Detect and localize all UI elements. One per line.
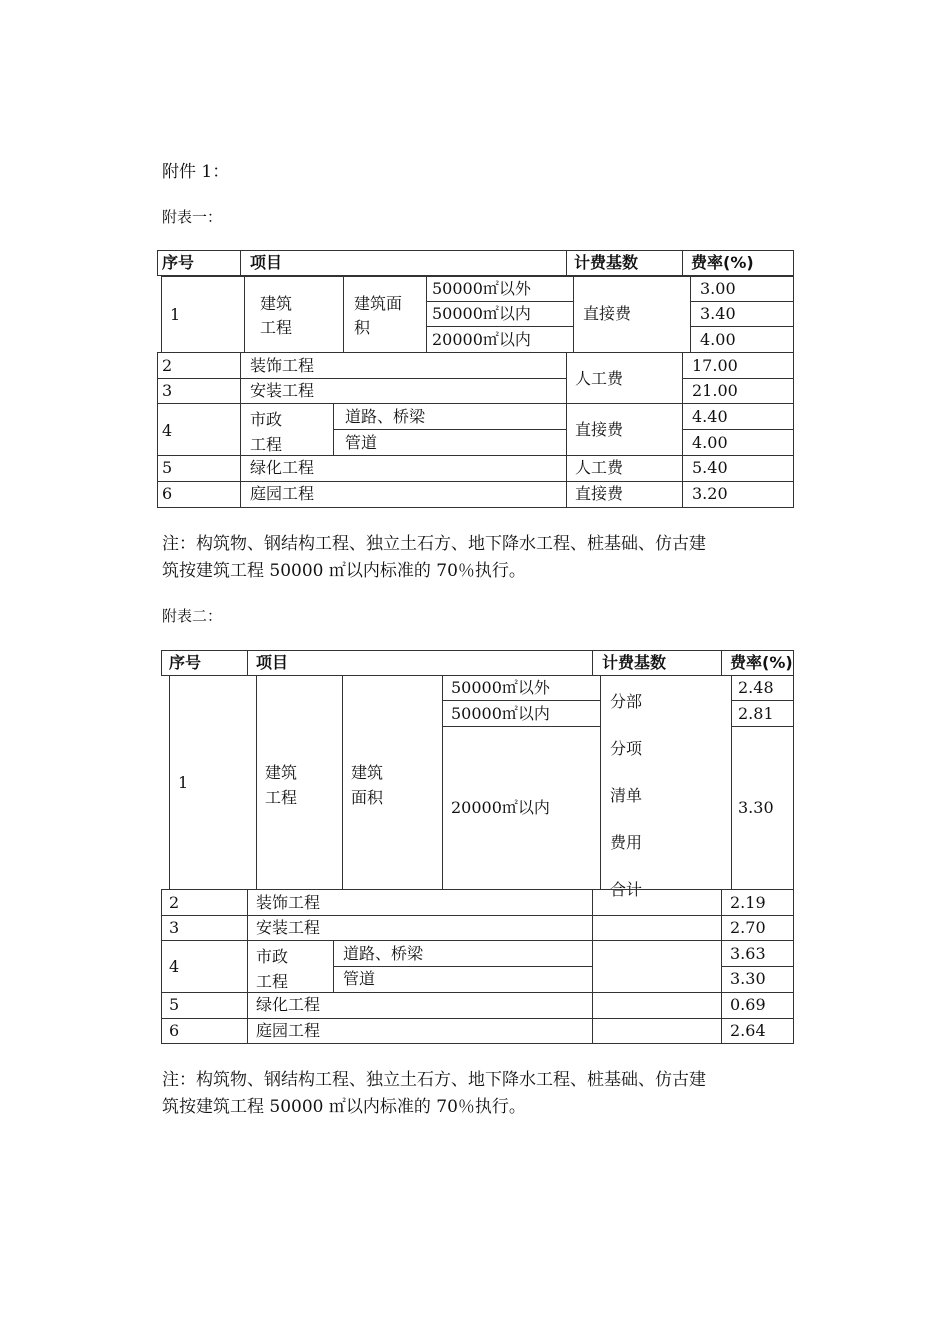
t1-area-3: 20000㎡以内: [432, 330, 531, 349]
t2-r3-no: 3: [169, 918, 180, 937]
t1-r2-item: 装饰工程: [250, 356, 315, 375]
t1-r1-sub: 建筑面 积: [354, 294, 403, 337]
t2-r6-item: 庭园工程: [256, 1021, 321, 1040]
t2-area-3: 20000㎡以内: [451, 798, 550, 817]
t2-r4-sub-1: 道路、桥梁: [343, 944, 424, 963]
t2-header-no: 序号: [169, 653, 202, 672]
t2-r1-item: 建筑 工程: [265, 763, 298, 807]
t1-r1-rate-1: 3.00: [700, 279, 736, 298]
t1-r4-item: 市政 工程: [250, 410, 283, 454]
t1-r4-sub-2: 管道: [345, 433, 378, 452]
t1-r6-item: 庭园工程: [250, 484, 315, 503]
t1-r1-base: 直接费: [583, 304, 632, 323]
t2-area-2: 50000㎡以内: [451, 704, 550, 723]
attachment-title: 附件 1：: [162, 162, 230, 182]
t2-r1-rate-3: 3.30: [738, 798, 774, 817]
t1-r4-rate-2: 4.00: [692, 433, 728, 452]
t2-r3-item: 安装工程: [256, 918, 321, 937]
t1-header-item: 项目: [250, 253, 283, 272]
t2-header-base: 计费基数: [602, 653, 667, 672]
table2-note: 注：构筑物、钢结构工程、独立土石方、地下降水工程、桩基础、仿古建 筑按建筑工程 50000 ㎡以内标准的 70％执行。: [162, 1070, 706, 1117]
t1-r4-sub-1: 道路、桥梁: [345, 407, 426, 426]
t2-r1-rate-2: 2.81: [738, 704, 774, 723]
t1-r4-rate-1: 4.40: [692, 407, 728, 426]
t2-r2-item: 装饰工程: [256, 893, 321, 912]
t2-r4-rate-1: 3.63: [730, 944, 766, 963]
t2-r2-no: 2: [169, 893, 180, 912]
t1-r3-rate: 21.00: [692, 381, 738, 400]
t1-header-base: 计费基数: [574, 253, 639, 272]
table1-heading: 附表一：: [162, 208, 223, 226]
t2-r4-rate-2: 3.30: [730, 969, 766, 988]
t1-r6-base: 直接费: [575, 484, 624, 503]
t1-r3-item: 安装工程: [250, 381, 315, 400]
t1-r2-rate: 17.00: [692, 356, 738, 375]
t1-r6-no: 6: [162, 484, 173, 503]
table1-note: 注：构筑物、钢结构工程、独立土石方、地下降水工程、桩基础、仿古建 筑按建筑工程 50000 ㎡以内标准的 70％执行。: [162, 534, 706, 581]
t2-r1-base: 分部 分项 清单 费用 合计: [610, 692, 643, 899]
t1-r1-no: 1: [170, 305, 181, 324]
t2-r1-sub: 建筑 面积: [351, 763, 384, 807]
t1-r4-base: 直接费: [575, 420, 624, 439]
t1-r2-no: 2: [162, 356, 173, 375]
t2-r5-item: 绿化工程: [256, 995, 321, 1014]
t2-r2-rate: 2.19: [730, 893, 766, 912]
t2-r5-rate: 0.69: [730, 995, 766, 1014]
t1-area-2: 50000㎡以内: [432, 304, 531, 323]
t1-r5-base: 人工费: [575, 458, 624, 477]
t1-r5-item: 绿化工程: [250, 458, 315, 477]
t2-r4-sub-2: 管道: [343, 969, 376, 988]
t2-r6-no: 6: [169, 1021, 180, 1040]
t2-r3-rate: 2.70: [730, 918, 766, 937]
t1-r6-rate: 3.20: [692, 484, 728, 503]
t1-r1-item: 建筑 工程: [260, 294, 293, 337]
t1-r3-no: 3: [162, 381, 173, 400]
t1-header-rate: 费率(%): [691, 253, 754, 272]
t1-r4-no: 4: [162, 421, 173, 440]
t1-area-1: 50000㎡以外: [432, 279, 531, 298]
t1-r1-rate-3: 4.00: [700, 330, 736, 349]
t2-header-item: 项目: [256, 653, 289, 672]
table2-heading: 附表二：: [162, 607, 223, 625]
t1-r5-rate: 5.40: [692, 458, 728, 477]
t2-r6-rate: 2.64: [730, 1021, 766, 1040]
t2-r5-no: 5: [169, 995, 180, 1014]
t2-r4-no: 4: [169, 957, 180, 976]
t2-r1-rate-1: 2.48: [738, 678, 774, 697]
t2-r1-no: 1: [178, 773, 189, 792]
t2-header-rate: 费率(%): [730, 653, 793, 672]
t2-area-1: 50000㎡以外: [451, 678, 550, 697]
t1-r23-base: 人工费: [575, 369, 624, 388]
t1-r5-no: 5: [162, 458, 173, 477]
t1-r1-rate-2: 3.40: [700, 304, 736, 323]
t1-header-no: 序号: [162, 253, 195, 272]
t2-r4-item: 市政 工程: [256, 947, 289, 991]
